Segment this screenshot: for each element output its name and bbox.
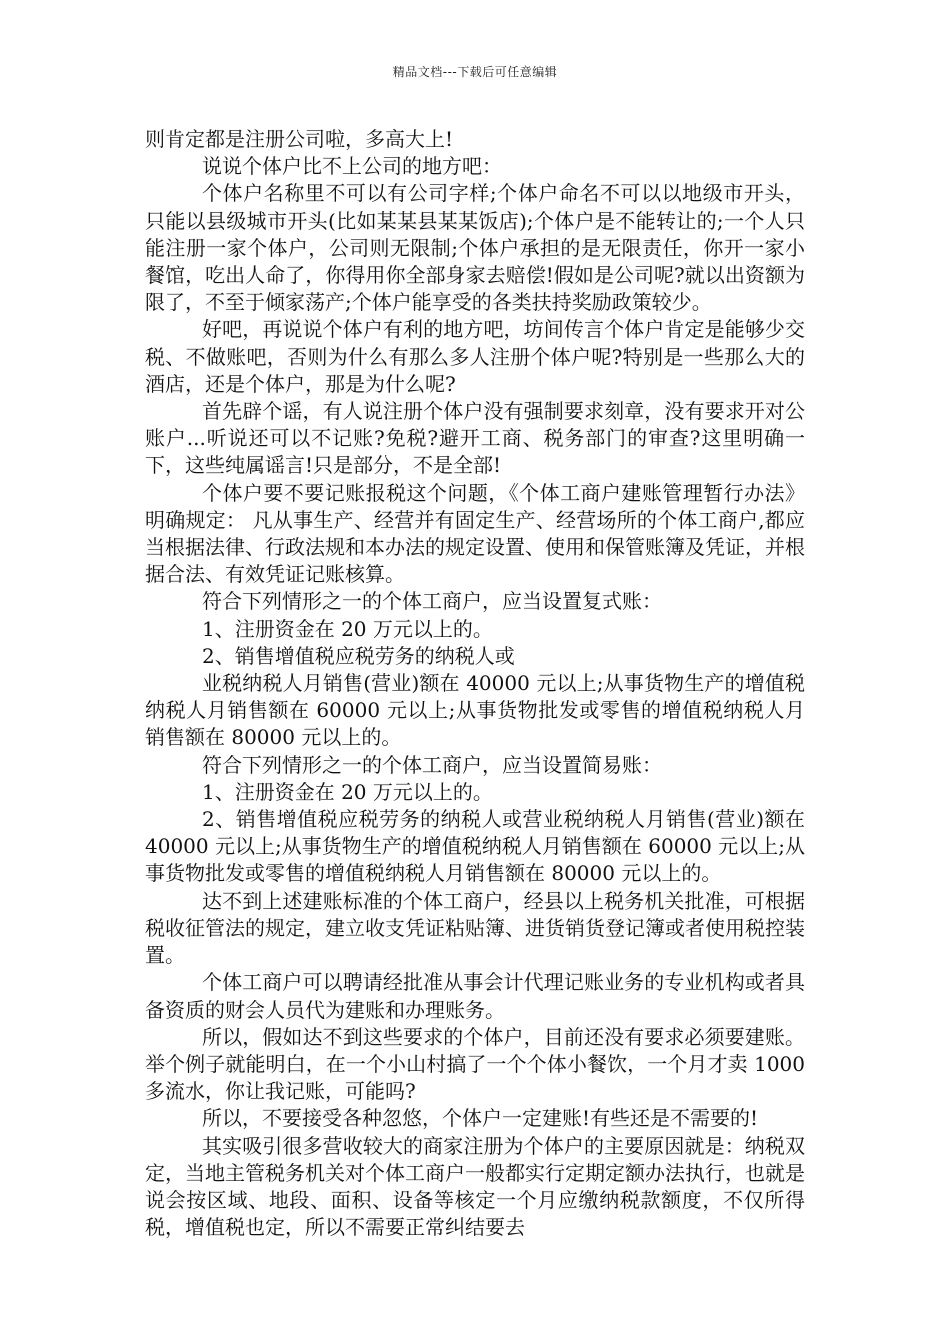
- paragraph: 其实吸引很多营收较大的商家注册为个体户的主要原因就是：纳税双定，当地主管税务机关对个体工商户一般都实行定期定额办法执行，也就是说会按区域、地段、面积、设备等核定一个月应缴纳税款额度，不仅所得税，增值税也定，所以不需要正常纠结要去: [145, 1133, 805, 1240]
- document-body: [145, 126, 805, 1241]
- paragraph: 个体户名称里不可以有公司字样;个体户命名不可以以地级市开头，只能以县级城市开头(比如某某县某某饭店);个体户是不能转让的;一个人只能注册一家个体户，公司则无限制;个体户承担的是无限责任，你开一家小餐馆，吃出人命了，你得用你全部身家去赔偿!假如是公司呢?就以出资额为限了，不至于倾家荡产;个体户能享受的各类扶持奖励政策较少。: [145, 181, 805, 315]
- paragraph: 好吧，再说说个体户有利的地方吧，坊间传言个体户肯定是能够少交税、不做账吧，否则为什么有那么多人注册个体户呢?特别是一些那么大的酒店，还是个体户，那是为什么呢?: [145, 317, 805, 396]
- paragraph: 个体工商户可以聘请经批准从事会计代理记账业务的专业机构或者具备资质的财会人员代为建账和办理账务。: [145, 970, 805, 1022]
- paragraph: 所以，假如达不到这些要求的个体户，目前还没有要求必须要建账。举个例子就能明白，在一个小山村搞了一个个体小餐饮，一个月才卖 1000 多流水，你让我记账，可能吗?: [145, 1024, 805, 1104]
- list-item: 2、销售增值税应税劳务的纳税人或: [202, 643, 515, 668]
- paragraph: 说说个体户比不上公司的地方吧：: [202, 154, 502, 179]
- paragraph: 则肯定都是注册公司啦，多高大上!: [145, 127, 454, 151]
- paragraph: 个体户要不要记账报税这个问题，《个体工商户建账管理暂行办法》明确规定： 凡从事生产、经营并有固定生产、经营场所的个体工商户,都应当根据法律、行政法规和本办法的规定设置、使用和保管账簿及凭证，并根据合法、有效凭证记账核算。: [145, 480, 805, 587]
- list-item: 1、注册资金在 20 万元以上的。: [202, 779, 493, 804]
- list-item: 2、销售增值税应税劳务的纳税人或营业税纳税人月销售(营业)额在 40000 元以上;从事货物生产的增值税纳税人月销售额在 60000 元以上;从事货物批发或零售的增值税纳税人月销售额在 80000 元以上的。: [145, 807, 805, 886]
- paragraph: 符合下列情形之一的个体工商户，应当设置简易账：: [202, 752, 662, 777]
- paragraph: 所以，不要接受各种忽悠，个体户一定建账!有些还是不需要的!: [202, 1106, 759, 1131]
- paragraph: 达不到上述建账标准的个体工商户，经县以上税务机关批准，可根据税收征管法的规定，建立收支凭证粘贴簿、进货销货登记簿或者使用税控装置。: [145, 888, 805, 968]
- paragraph: 首先辟个谣，有人说注册个体户没有强制要求刻章，没有要求开对公账户...听说还可以不记账?免税?避开工商、税务部门的审查?这里明确一下，这些纯属谣言!只是部分，不是全部!: [145, 399, 805, 478]
- paragraph: 符合下列情形之一的个体工商户，应当设置复式账：: [202, 589, 662, 614]
- paragraph: 业税纳税人月销售(营业)额在 40000 元以上;从事货物生产的增值税纳税人月销售额在 60000 元以上;从事货物批发或零售的增值税纳税人月销售额在 80000 元以上的。: [145, 671, 805, 750]
- list-item: 1、注册资金在 20 万元以上的。: [202, 616, 493, 641]
- page-header: 精品文档---下载后可任意编辑: [392, 65, 558, 79]
